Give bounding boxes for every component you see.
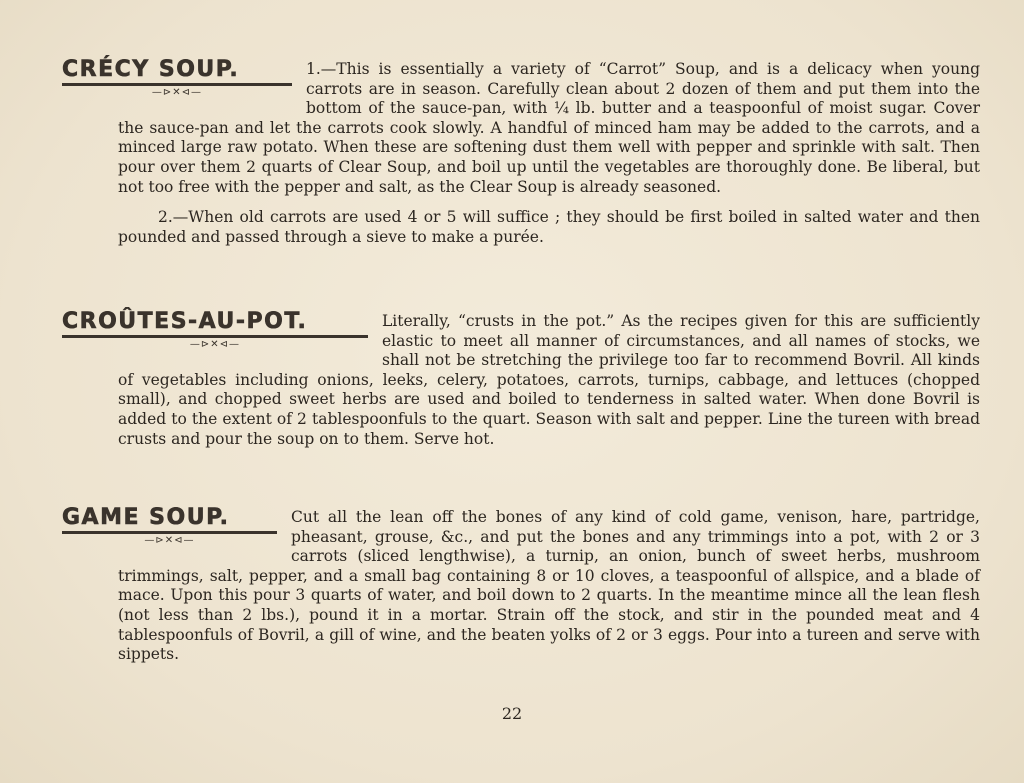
ornament: —⊳✕⊲— bbox=[151, 87, 203, 98]
paragraph: 2.—When old carrots are used 4 or 5 will suffice ; they should be first boiled in salted water and then pounded and passed through a sieve to make a purée. bbox=[118, 208, 980, 246]
section-heading: CROÛTES-AU-POT. bbox=[62, 309, 308, 334]
section-game-soup bbox=[62, 505, 980, 665]
paragraph: 1.—This is essentially a variety of “Carrot” Soup, and is a delicacy when young carrots are in season. Carefully clean about 2 dozen of them and put them into the bottom of the sauce-pan, with ¼ lb. butter and a teaspoonful of moist sugar. Cover the sauce-pan and let the carrots cook slowly. A handful of minced ham may be added to the carrots, and a minced large raw potato. When these are softening dust them well with pepper and sprinkle with salt. Then pour over them 2 quarts of Clear Soup, and boil up until the vegetables are thoroughly done. Be liberal, but not too free with the pepper and salt, as the Clear Soup is already seasoned. bbox=[118, 60, 980, 196]
page-number: 22 bbox=[501, 704, 523, 723]
heading-block bbox=[62, 58, 292, 100]
ornament: —⊳✕⊲— bbox=[189, 339, 241, 350]
section-heading: GAME SOUP. bbox=[62, 505, 230, 530]
paragraph: Literally, “crusts in the pot.” As the recipes given for this are sufficiently elastic to meet all manner of circumstances, and all names of stocks, we shall not be stretching the privilege too far to recommend Bovril. All kinds of vegetables including onions, leeks, celery, potatoes, carrots, turnips, cabbage, and lettuces (chopped small), and chopped sweet herbs are used and boiled to tenderness in salted water. When done Bovril is added to the extent of 2 tablespoonfuls to the quart. Season with salt and pepper. Line the tureen with bread crusts and pour the soup on to them. Serve hot. bbox=[118, 312, 980, 448]
ornament: —⊳✕⊲— bbox=[144, 535, 195, 546]
heading-block bbox=[62, 310, 368, 352]
heading-block bbox=[62, 506, 277, 548]
paragraph: Cut all the lean off the bones of any kind of cold game, venison, hare, partridge, pheasant, grouse, &c., and put the bones and any trimmings into a pot, with 2 or 3 carrots (sliced lengthwise), a turnip, an onion, bunch of sweet herbs, mushroom trimmings, salt, pepper, and a small bag containing 8 or 10 cloves, a teaspoonful of allspice, and a blade of mace. Upon this pour 3 quarts of water, and boil down to 2 quarts. In the meantime mince all the lean flesh (not less than 2 lbs.), pound it in a mortar. Strain off the stock, and stir in the pounded meat and 4 tablespoonfuls of Bovril, a gill of wine, and the beaten yolks of 2 or 3 eggs. Pour into a tureen and serve with sippets. bbox=[118, 508, 980, 664]
section-heading: CRÉCY SOUP. bbox=[62, 57, 240, 82]
section-crecy-soup bbox=[62, 57, 980, 247]
section-croutes-au-pot bbox=[62, 309, 980, 449]
